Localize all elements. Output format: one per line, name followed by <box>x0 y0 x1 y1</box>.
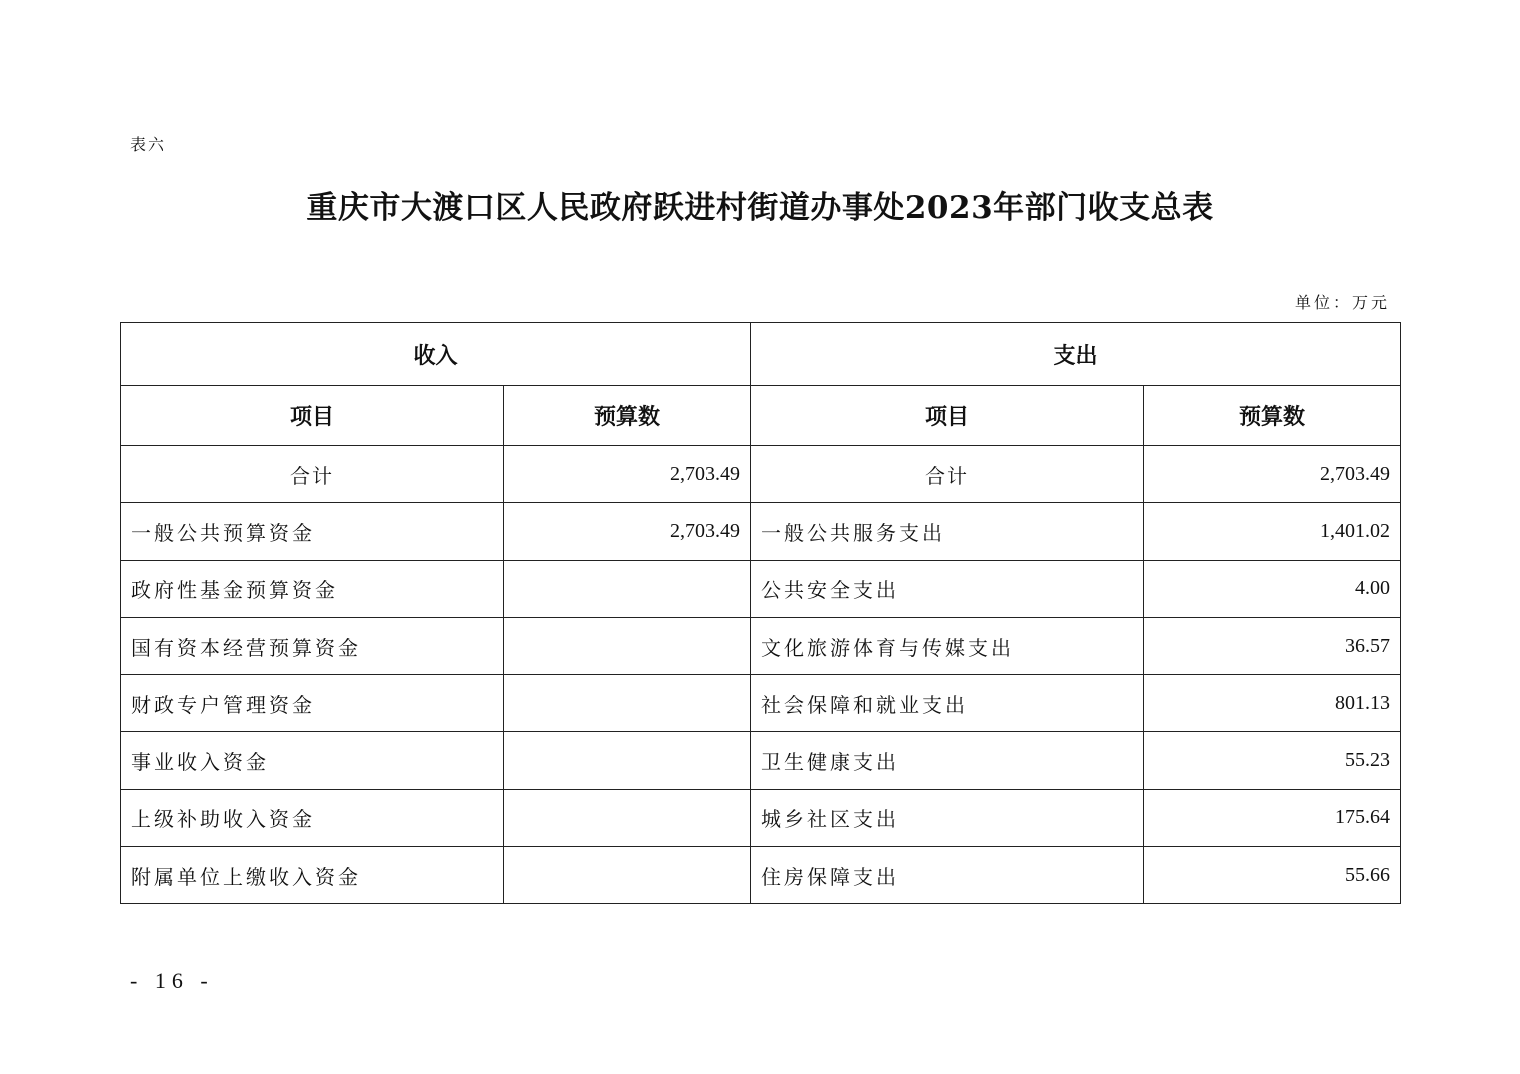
income-value-cell <box>504 617 751 674</box>
expense-item-cell: 住房保障支出 <box>751 847 1144 904</box>
table-row <box>121 789 1401 846</box>
expense-item-cell: 一般公共服务支出 <box>751 503 1144 560</box>
expense-value-cell: 175.64 <box>1144 789 1401 846</box>
table-row <box>121 732 1401 789</box>
expense-item-cell: 公共安全支出 <box>751 560 1144 617</box>
expense-item-header: 项目 <box>751 386 1144 446</box>
income-item-cell: 一般公共预算资金 <box>121 503 504 560</box>
expense-value-cell: 36.57 <box>1144 617 1401 674</box>
expense-item-cell: 文化旅游体育与传媒支出 <box>751 617 1144 674</box>
table-row <box>121 503 1401 560</box>
income-item-cell: 事业收入资金 <box>121 732 504 789</box>
section-header-row <box>121 323 1401 386</box>
column-header-row <box>121 386 1401 446</box>
expense-value-cell: 1,401.02 <box>1144 503 1401 560</box>
expense-value-cell: 55.23 <box>1144 732 1401 789</box>
table-row <box>121 675 1401 732</box>
table-row <box>121 560 1401 617</box>
expense-value-cell: 55.66 <box>1144 847 1401 904</box>
expense-item-cell: 城乡社区支出 <box>751 789 1144 846</box>
income-value-cell: 2,703.49 <box>504 446 751 503</box>
income-header: 收入 <box>121 323 751 386</box>
income-budget-header: 预算数 <box>504 386 751 446</box>
income-item-header: 项目 <box>121 386 504 446</box>
expense-value-cell: 4.00 <box>1144 560 1401 617</box>
expense-item-cell: 合计 <box>751 446 1144 503</box>
table-label: 表六 <box>130 135 167 154</box>
income-value-cell <box>504 560 751 617</box>
expense-header: 支出 <box>751 323 1401 386</box>
income-value-cell <box>504 675 751 732</box>
unit-label: 单位：万元 <box>1294 293 1390 312</box>
income-value-cell <box>504 732 751 789</box>
income-value-cell <box>504 847 751 904</box>
page-number: - 16 - <box>130 968 214 993</box>
expense-value-cell: 801.13 <box>1144 675 1401 732</box>
expense-value-cell: 2,703.49 <box>1144 446 1401 503</box>
budget-table <box>120 322 1401 904</box>
income-item-cell: 国有资本经营预算资金 <box>121 617 504 674</box>
income-item-cell: 附属单位上缴收入资金 <box>121 847 504 904</box>
income-item-cell: 财政专户管理资金 <box>121 675 504 732</box>
income-value-cell <box>504 789 751 846</box>
table-row <box>121 617 1401 674</box>
expense-item-cell: 卫生健康支出 <box>751 732 1144 789</box>
total-row <box>121 446 1401 503</box>
expense-budget-header: 预算数 <box>1144 386 1401 446</box>
income-item-cell: 合计 <box>121 446 504 503</box>
income-item-cell: 政府性基金预算资金 <box>121 560 504 617</box>
income-item-cell: 上级补助收入资金 <box>121 789 504 846</box>
document-title: 重庆市大渡口区人民政府跃进村街道办事处2023年部门收支总表 <box>306 190 1214 226</box>
table-row <box>121 847 1401 904</box>
expense-item-cell: 社会保障和就业支出 <box>751 675 1144 732</box>
income-value-cell: 2,703.49 <box>504 503 751 560</box>
